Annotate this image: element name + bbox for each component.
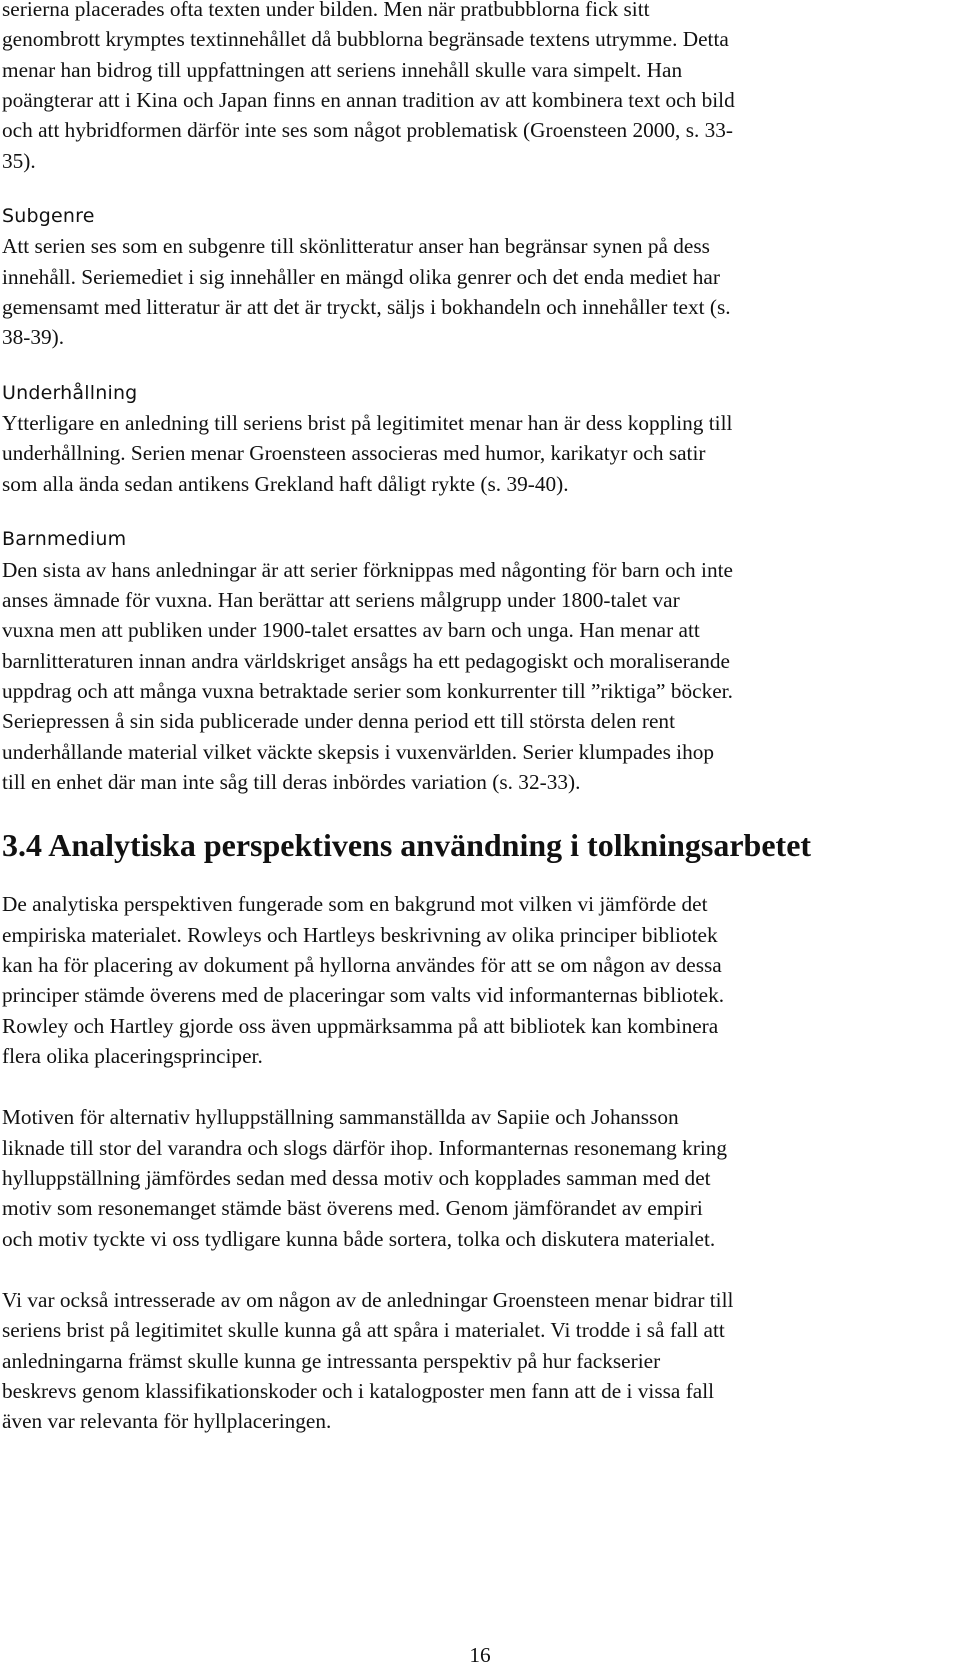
text-line: Vi var också intresserade av om någon av de anledningar Groensteen menar bidrar till bbox=[2, 1288, 734, 1313]
barnmedium-heading: Barnmedium bbox=[2, 528, 127, 551]
text-line: anses ämnade för vuxna. Han berättar att seriens målgrupp under 1800-talet var bbox=[2, 587, 680, 612]
paragraph-analys-1 bbox=[2, 889, 932, 1071]
paragraph-intro bbox=[2, 0, 932, 176]
text-line: Ytterligare en anledning till seriens brist på legitimitet menar han är dess koppling till bbox=[2, 411, 733, 436]
text-line: även var relevanta för hyllplaceringen. bbox=[2, 1409, 332, 1434]
text-line: hylluppställning jämfördes sedan med dessa motiv och kopplades samman med det bbox=[2, 1166, 711, 1190]
text-line: flera olika placeringsprinciper. bbox=[2, 1043, 263, 1068]
text-line: serierna placerades ofta texten under bilden. Men när pratbubblorna fick sitt bbox=[2, 0, 650, 21]
paragraph-analys-3 bbox=[2, 1285, 932, 1437]
text-line: och motiv tyckte vi oss tydligare kunna både sortera, tolka och diskutera materialet. bbox=[2, 1226, 716, 1251]
text-line: gemensamt med litteratur är att det är tryckt, säljs i bokhandeln och innehåller text (s. bbox=[2, 295, 731, 320]
text-line: vuxna men att publiken under 1900-talet ersattes av barn och unga. Han menar att bbox=[2, 618, 700, 643]
text-line: uppdrag och att många vuxna betraktade serier som konkurrenter till ”riktiga” böcker. bbox=[2, 678, 733, 703]
text-line: genombrott krymptes textinnehållet då bubblorna begränsade textens utrymme. Detta bbox=[2, 27, 729, 52]
underhallning-heading: Underhållning bbox=[2, 381, 138, 404]
text-line: poängterar att i Kina och Japan finns en annan tradition av att kombinera text och bild bbox=[2, 88, 735, 113]
text-line: barnlitteraturen innan andra världskriget ansågs ha ett pedagogiskt och moraliserande bbox=[2, 648, 730, 673]
text-line: Motiven för alternativ hylluppställning sammanställda av Sapiie och Johansson bbox=[2, 1105, 679, 1130]
text-line: De analytiska perspektiven fungerade som en bakgrund mot vilken vi jämförde det bbox=[2, 892, 708, 917]
text-line: principer stämde överens med de placeringar som valts vid informanternas bibliotek. bbox=[2, 983, 725, 1008]
paragraph-underhallning bbox=[2, 408, 932, 499]
text-line: underhållande material vilket väckte skepsis i vuxenvärlden. Serier klumpades ihop bbox=[2, 739, 715, 764]
paragraph-analys-2 bbox=[2, 1102, 932, 1254]
text-line: som alla ända sedan antikens Grekland haft dåligt rykte (s. 39-40). bbox=[2, 471, 569, 496]
text-line: 38-39). bbox=[2, 325, 65, 350]
text-line: motiv som resonemanget stämde bäst överens med. Genom jämförandet av empiri bbox=[2, 1196, 703, 1221]
subgenre-heading: Subgenre bbox=[2, 205, 95, 228]
paragraph-barnmedium bbox=[2, 555, 932, 798]
text-line: 35). bbox=[2, 148, 36, 173]
text-line: beskrevs genom klassifikationskoder och i katalogposter men fann att de i vissa fall bbox=[2, 1379, 715, 1404]
text-line: seriens brist på legitimitet skulle kunna gå att spåra i materialet. Vi trodde i så fall att bbox=[2, 1318, 725, 1343]
paragraph-subgenre bbox=[2, 231, 932, 352]
text-line: liknade till stor del varandra och slogs därför ihop. Informanternas resonemang kring bbox=[2, 1135, 728, 1160]
section-title: 3.4 Analytiska perspektivens användning i tolkningsarbetet bbox=[2, 827, 812, 864]
text-line: underhållning. Serien menar Groensteen associeras med humor, karikatyr och satir bbox=[2, 441, 706, 466]
text-line: menar han bidrog till uppfattningen att seriens innehåll skulle vara simpelt. Han bbox=[2, 57, 683, 82]
text-line: och att hybridformen därför inte ses som något problematisk (Groensteen 2000, s. 33- bbox=[2, 118, 734, 143]
page-content bbox=[2, 0, 932, 1437]
text-line: Rowley och Hartley gjorde oss även uppmärksamma på att bibliotek kan kombinera bbox=[2, 1013, 719, 1038]
text-line: kan ha för placering av dokument på hyllorna användes för att se om någon av dessa bbox=[2, 952, 722, 977]
text-line: innehåll. Seriemediet i sig innehåller en mängd olika genrer och det enda mediet har bbox=[2, 264, 720, 289]
text-line: Seriepressen å sin sida publicerade under denna period ett till största delen rent bbox=[2, 709, 675, 734]
text-line: till en enhet där man inte såg till deras inbördes variation (s. 32-33). bbox=[2, 769, 581, 794]
page-number: 16 bbox=[469, 1643, 491, 1667]
text-line: Att serien ses som en subgenre till skönlitteratur anser han begränsar synen på dess bbox=[2, 234, 710, 259]
text-line: empiriska materialet. Rowleys och Hartleys beskrivning av olika principer bibliotek bbox=[2, 922, 718, 947]
text-line: anledningarna främst skulle kunna ge intressanta perspektiv på hur fackserier bbox=[2, 1348, 661, 1373]
text-line: Den sista av hans anledningar är att serier förknippas med någonting för barn och inte bbox=[2, 557, 733, 582]
